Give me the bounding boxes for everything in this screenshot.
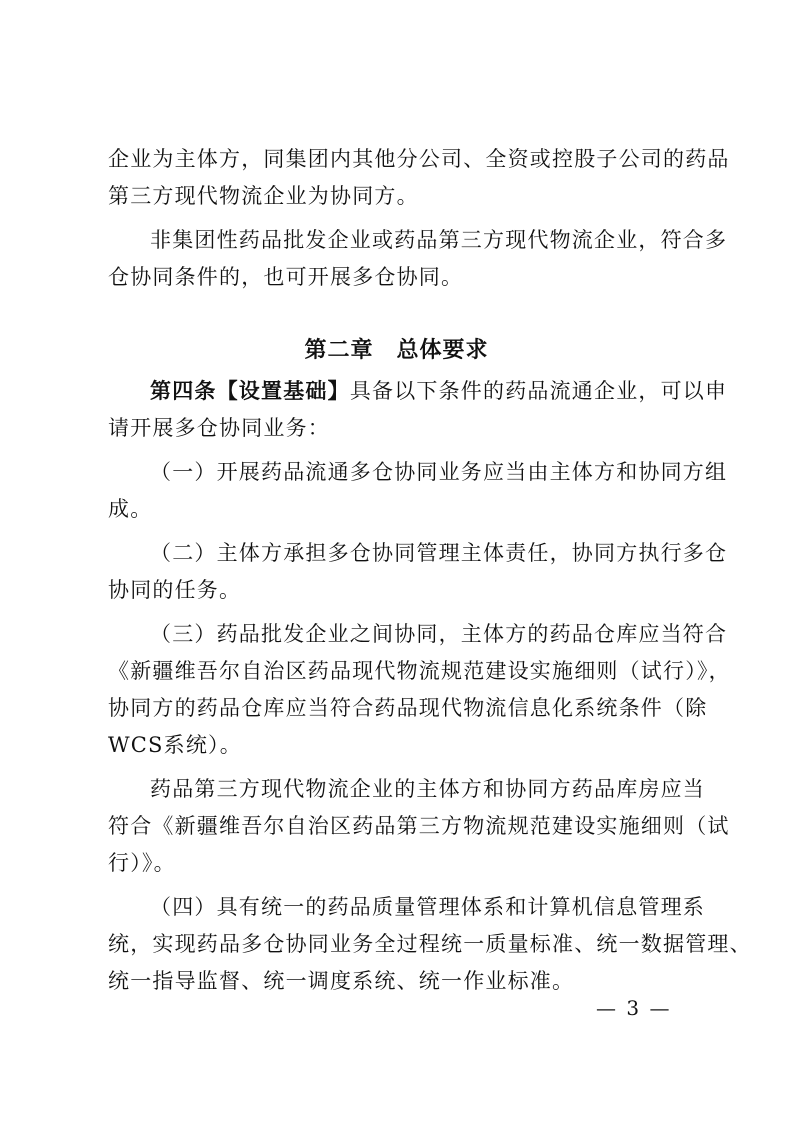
body-text-line: 行）》。 <box>108 851 176 875</box>
list-item-line: 统，实现药品多仓协同业务全过程统一质量标准、统一数据管理、 <box>108 932 752 956</box>
list-item-line: 协同方的药品仓库应当符合药品现代物流信息化系统条件（除 <box>108 696 708 720</box>
chapter-title: 第二章 总体要求 <box>304 338 489 363</box>
list-item-line: 统一指导监督、统一调度系统、统一作业标准。 <box>108 969 575 993</box>
page-number: — 3 — <box>596 996 672 1020</box>
list-item-line: 协同的任务。 <box>108 578 242 602</box>
list-item-line: WCS系统）。 <box>108 733 242 757</box>
body-text-line: 符合《新疆维吾尔自治区药品第三方物流规范建设实施细则（试 <box>108 814 730 838</box>
body-text-line: 仓协同条件的，也可开展多仓协同。 <box>108 265 464 289</box>
list-item-line: （四）具有统一的药品质量管理体系和计算机信息管理系 <box>150 895 705 919</box>
body-text-line: 企业为主体方，同集团内其他分公司、全资或控股子公司的药品 <box>108 147 730 171</box>
list-item-line: （二）主体方承担多仓协同管理主体责任，协同方执行多仓 <box>150 541 728 565</box>
body-text-line: 请开展多仓协同业务： <box>108 416 330 440</box>
list-item-line: 成。 <box>108 497 153 521</box>
body-text-line: 第三方现代物流企业为协同方。 <box>108 184 419 208</box>
article-paragraph <box>150 377 727 405</box>
body-text-line: 药品第三方现代物流企业的主体方和协同方药品库房应当 <box>150 777 705 801</box>
list-item-line: 《新疆维吾尔自治区药品现代物流规范建设实施细则（试行）》， <box>108 659 731 683</box>
list-item-line: （一）开展药品流通多仓协同业务应当由主体方和协同方组 <box>150 460 728 484</box>
article-text: 具备以下条件的药品流通企业，可以申 <box>349 379 728 403</box>
list-item-line: （三）药品批发企业之间协同，主体方的药品仓库应当符合 <box>150 622 728 646</box>
body-text-line: 非集团性药品批发企业或药品第三方现代物流企业，符合多 <box>150 228 728 252</box>
article-label: 第四条【设置基础】 <box>150 379 350 403</box>
